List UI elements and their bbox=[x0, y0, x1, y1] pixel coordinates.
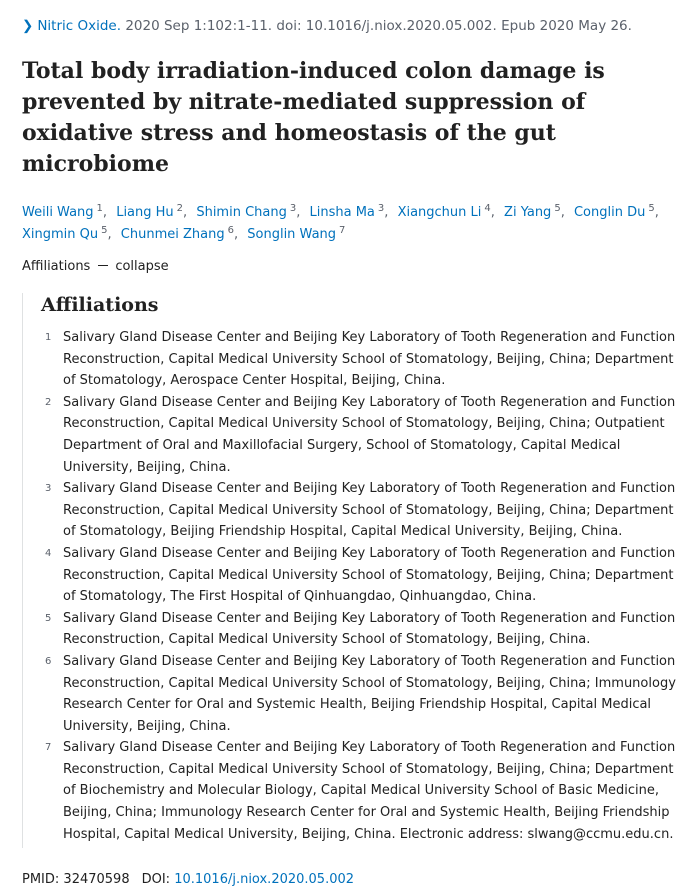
affiliation-number: 6 bbox=[45, 655, 52, 667]
affiliation-text: Salivary Gland Disease Center and Beijing Key Laboratory of Tooth Regeneration and Function Reconstruction, Capital Medical University School of Stomatology, Beijing, China; Outpatient Department of Oral and Maxillofacial Surgery, School of Stomatology, Capital Medical University, Beijing, China. bbox=[63, 394, 676, 475]
author-entry bbox=[398, 205, 491, 220]
affiliations-toggle-label: Affiliations bbox=[22, 259, 91, 274]
affiliation-ref[interactable]: 5 bbox=[101, 225, 108, 236]
chevron-right-icon[interactable]: ❯ bbox=[22, 18, 34, 34]
affiliation-item bbox=[23, 737, 683, 845]
affiliation-number: 2 bbox=[45, 396, 52, 408]
pmid-value: 32470598 bbox=[63, 872, 130, 887]
affiliation-item bbox=[23, 478, 683, 543]
author-link[interactable]: Chunmei Zhang bbox=[120, 227, 225, 242]
author-link[interactable]: Liang Hu bbox=[116, 205, 174, 220]
author-separator: , bbox=[654, 205, 659, 220]
author-separator: , bbox=[102, 205, 108, 220]
affiliation-text: Salivary Gland Disease Center and Beijing Key Laboratory of Tooth Regeneration and Function Reconstruction, Capital Medical University School of Stomatology, Beijing, China; Department of Stomatology, Beijing Friendship Hospital, Capital Medical University, Beijing, China. bbox=[63, 481, 676, 540]
affiliation-ref[interactable]: 3 bbox=[377, 203, 385, 214]
author-link[interactable]: Weili Wang bbox=[22, 205, 94, 220]
affiliation-number: 5 bbox=[45, 612, 52, 624]
affiliation-ref[interactable]: 6 bbox=[227, 225, 234, 236]
affiliation-number: 3 bbox=[45, 483, 52, 495]
author-entry bbox=[504, 205, 561, 220]
affiliation-ref[interactable]: 5 bbox=[648, 203, 655, 214]
affiliation-ref[interactable]: 4 bbox=[484, 203, 491, 214]
affiliations-list bbox=[23, 327, 683, 845]
affiliation-text: Salivary Gland Disease Center and Beijing Key Laboratory of Tooth Regeneration and Function Reconstruction, Capital Medical University School of Stomatology, Beijing, China; Department of Biochemistry and Molecular Biology, Capital Medical University School of Basic Medicine, Beijing, China; Immunology Research Center for Oral and Systemic Health, Beijing Friendship Hospital, Capital Medical University, Beijing, China. Electronic address: slwang@ccmu.edu.cn. bbox=[63, 740, 676, 842]
affiliation-item bbox=[23, 392, 683, 478]
minus-icon bbox=[98, 265, 108, 266]
author-link[interactable]: Conglin Du bbox=[573, 205, 646, 220]
affiliations-heading: Affiliations bbox=[41, 294, 159, 316]
affiliation-item bbox=[23, 651, 683, 737]
author-separator: , bbox=[384, 205, 389, 220]
affiliation-text: Salivary Gland Disease Center and Beijing Key Laboratory of Tooth Regeneration and Function Reconstruction, Capital Medical University School of Stomatology, Beijing, China; Immunology Research Center for Oral and Systemic Health, Beijing Friendship Hospital, Capital Medical University, Beijing, China. bbox=[63, 653, 676, 734]
author-link[interactable]: Xingmin Qu bbox=[22, 227, 99, 242]
author-entry bbox=[22, 227, 108, 242]
affiliation-ref[interactable]: 3 bbox=[289, 203, 297, 214]
author-separator: , bbox=[183, 205, 188, 220]
affiliation-item bbox=[23, 608, 683, 651]
author-entry bbox=[22, 205, 103, 220]
citation-line bbox=[22, 16, 692, 36]
affiliations-panel bbox=[22, 293, 683, 848]
affiliation-number: 1 bbox=[45, 332, 52, 343]
article-identifiers bbox=[22, 870, 354, 890]
author-link[interactable]: Shimin Chang bbox=[196, 205, 287, 220]
author-separator: , bbox=[490, 205, 495, 220]
doi-link[interactable]: 10.1016/j.niox.2020.05.002 bbox=[174, 872, 355, 887]
author-link[interactable]: Xiangchun Li bbox=[397, 205, 482, 220]
affiliation-ref[interactable]: 5 bbox=[554, 203, 561, 214]
author-entry bbox=[247, 227, 345, 242]
article-title: Total body irradiation-induced colon damage is prevented by nitrate-mediated suppression of oxidative stress and homeostasis of the gut microbiome bbox=[22, 58, 605, 177]
author-entry bbox=[310, 205, 385, 220]
author-link[interactable]: Linsha Ma bbox=[309, 205, 375, 220]
affiliation-item bbox=[23, 543, 683, 608]
author-link[interactable]: Zi Yang bbox=[504, 205, 552, 220]
author-separator: , bbox=[296, 205, 301, 220]
author-separator: , bbox=[107, 227, 112, 242]
journal-link[interactable]: Nitric Oxide. bbox=[37, 18, 122, 34]
author-entry bbox=[116, 205, 183, 220]
affiliations-toggle-action: collapse bbox=[115, 259, 169, 274]
author-list bbox=[22, 202, 682, 246]
affiliation-item bbox=[23, 327, 683, 392]
author-entry bbox=[196, 205, 296, 220]
affiliation-text: Salivary Gland Disease Center and Beijing Key Laboratory of Tooth Regeneration and Function Reconstruction, Capital Medical University School of Stomatology, Beijing, China. bbox=[63, 610, 676, 648]
affiliation-text: Salivary Gland Disease Center and Beijing Key Laboratory of Tooth Regeneration and Function Reconstruction, Capital Medical University School of Stomatology, Beijing, China; Department of Stomatology, Aerospace Center Hospital, Beijing, China. bbox=[63, 330, 676, 389]
affiliation-number: 7 bbox=[45, 742, 52, 754]
affiliation-ref[interactable]: 2 bbox=[176, 203, 184, 214]
affiliation-ref[interactable]: 7 bbox=[339, 225, 346, 236]
doi-label: DOI: bbox=[141, 872, 171, 887]
author-link[interactable]: Songlin Wang bbox=[247, 227, 337, 242]
author-entry bbox=[121, 227, 234, 242]
affiliation-ref[interactable]: 1 bbox=[96, 203, 103, 214]
author-entry bbox=[574, 205, 655, 220]
author-separator: , bbox=[560, 205, 565, 220]
affiliation-text: Salivary Gland Disease Center and Beijing Key Laboratory of Tooth Regeneration and Function Reconstruction, Capital Medical University School of Stomatology, Beijing, China; Department of Stomatology, The First Hospital of Qinhuangdao, Qinhuangdao, China. bbox=[63, 545, 676, 605]
affiliations-toggle[interactable] bbox=[22, 257, 169, 277]
pmid-label: PMID: bbox=[22, 872, 60, 887]
affiliation-number: 4 bbox=[45, 547, 52, 559]
citation-details: 2020 Sep 1:102:1-11. doi: 10.1016/j.niox.2020.05.002. Epub 2020 May 26. bbox=[125, 18, 632, 34]
author-separator: , bbox=[233, 227, 239, 242]
